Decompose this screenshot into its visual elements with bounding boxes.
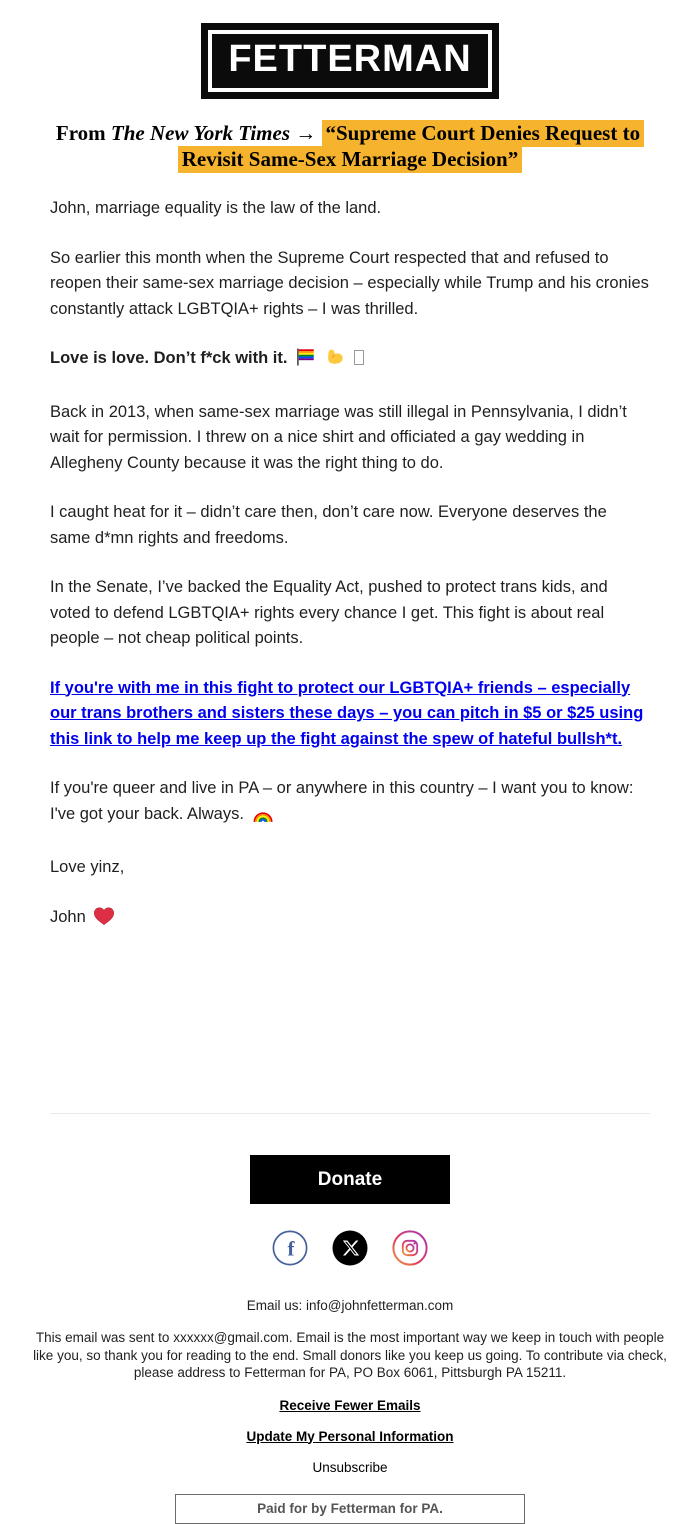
- headline-source: The New York Times: [110, 121, 290, 145]
- arrow-icon: →: [295, 121, 317, 145]
- donation-link[interactable]: If you're with me in this fight to protect our LGBTQIA+ friends – especially our trans brothers and sisters these days – you can pitch in $5 or $25 using this link to help me keep up the fight against the spew of hateful bullsh*t.: [50, 678, 644, 748]
- instagram-icon: [392, 1230, 428, 1266]
- x-twitter-icon: [332, 1230, 368, 1266]
- social-links: [0, 1230, 700, 1271]
- donate-button[interactable]: Donate: [250, 1155, 450, 1204]
- senate-paragraph: In the Senate, I’ve backed the Equality Act, pushed to protect trans kids, and voted to defend LGBTQIA+ rights every chance I get. This fight is about real people – not cheap political points.: [50, 578, 608, 647]
- love-paragraph: Love is love. Don’t f*ck with it.: [50, 346, 650, 376]
- footer-divider: [50, 1113, 650, 1114]
- fetterman-logo: [201, 23, 498, 99]
- red-heart-icon: [93, 906, 115, 935]
- wedding-paragraph: Back in 2013, when same-sex marriage was still illegal in Pennsylvania, I didn’t wait for permission. I threw on a nice shirt and officiated a gay wedding in Allegheny County because it was the right thing to do.: [50, 402, 627, 472]
- greeting-paragraph: John, marriage equality is the law of the land.: [50, 199, 382, 217]
- instagram-link[interactable]: [392, 1230, 428, 1271]
- svg-text:f: f: [287, 1236, 295, 1261]
- fetterman-logo-text: FETTERMAN: [228, 38, 472, 80]
- contact-email-address[interactable]: info@johnfetterman.com: [306, 1298, 454, 1313]
- headline: [30, 120, 670, 172]
- update-personal-information-link[interactable]: Update My Personal Information: [246, 1428, 454, 1444]
- facebook-icon: [272, 1230, 308, 1266]
- receive-fewer-emails-link[interactable]: Receive Fewer Emails: [279, 1397, 421, 1413]
- pride-flag-icon: [295, 347, 317, 376]
- email-us-line: Email us: info@johnfetterman.com: [246, 1298, 454, 1313]
- court-paragraph: So earlier this month when the Supreme Court respected that and refused to reopen their same-sex marriage decision – especially while Trump and his cronies constantly attack LGBTQIA+ rights – I was thrilled.: [50, 248, 649, 318]
- signoff-paragraph: Love yinz,: [50, 858, 125, 876]
- x-twitter-link[interactable]: [332, 1230, 368, 1271]
- headline-prefix: From: [55, 121, 106, 145]
- heat-paragraph: I caught heat for it – didn’t care then, don’t care now. Everyone deserves the same d*mn rights and freedoms.: [50, 503, 607, 547]
- donation-link-paragraph: [50, 676, 650, 753]
- footer-disclaimer: This email was sent to xxxxxx@gmail.com. Email is the most important way we keep in touch with people like you, so thank you for reading to the end. Small donors like you keep us going. To contribute via check, please address to Fetterman for PA, PO Box 6061, Pittsburgh PA 15211.: [33, 1330, 667, 1380]
- unknown-glyph-box: [354, 350, 364, 365]
- signature-paragraph: John: [50, 905, 650, 935]
- facebook-link[interactable]: [272, 1230, 308, 1271]
- support-paragraph: If you're queer and live in PA – or anywhere in this country – I want you to know: I've got your back. Always.: [50, 776, 650, 831]
- unsubscribe-link[interactable]: Unsubscribe: [312, 1459, 388, 1475]
- paid-for-disclaimer: Paid for by Fetterman for PA.: [175, 1494, 525, 1524]
- headline-quote-highlight: “Supreme Court Denies Request to Revisit Same-Sex Marriage Decision”: [178, 120, 644, 173]
- rainbow-icon: [252, 806, 274, 832]
- flexed-biceps-icon: [325, 346, 346, 376]
